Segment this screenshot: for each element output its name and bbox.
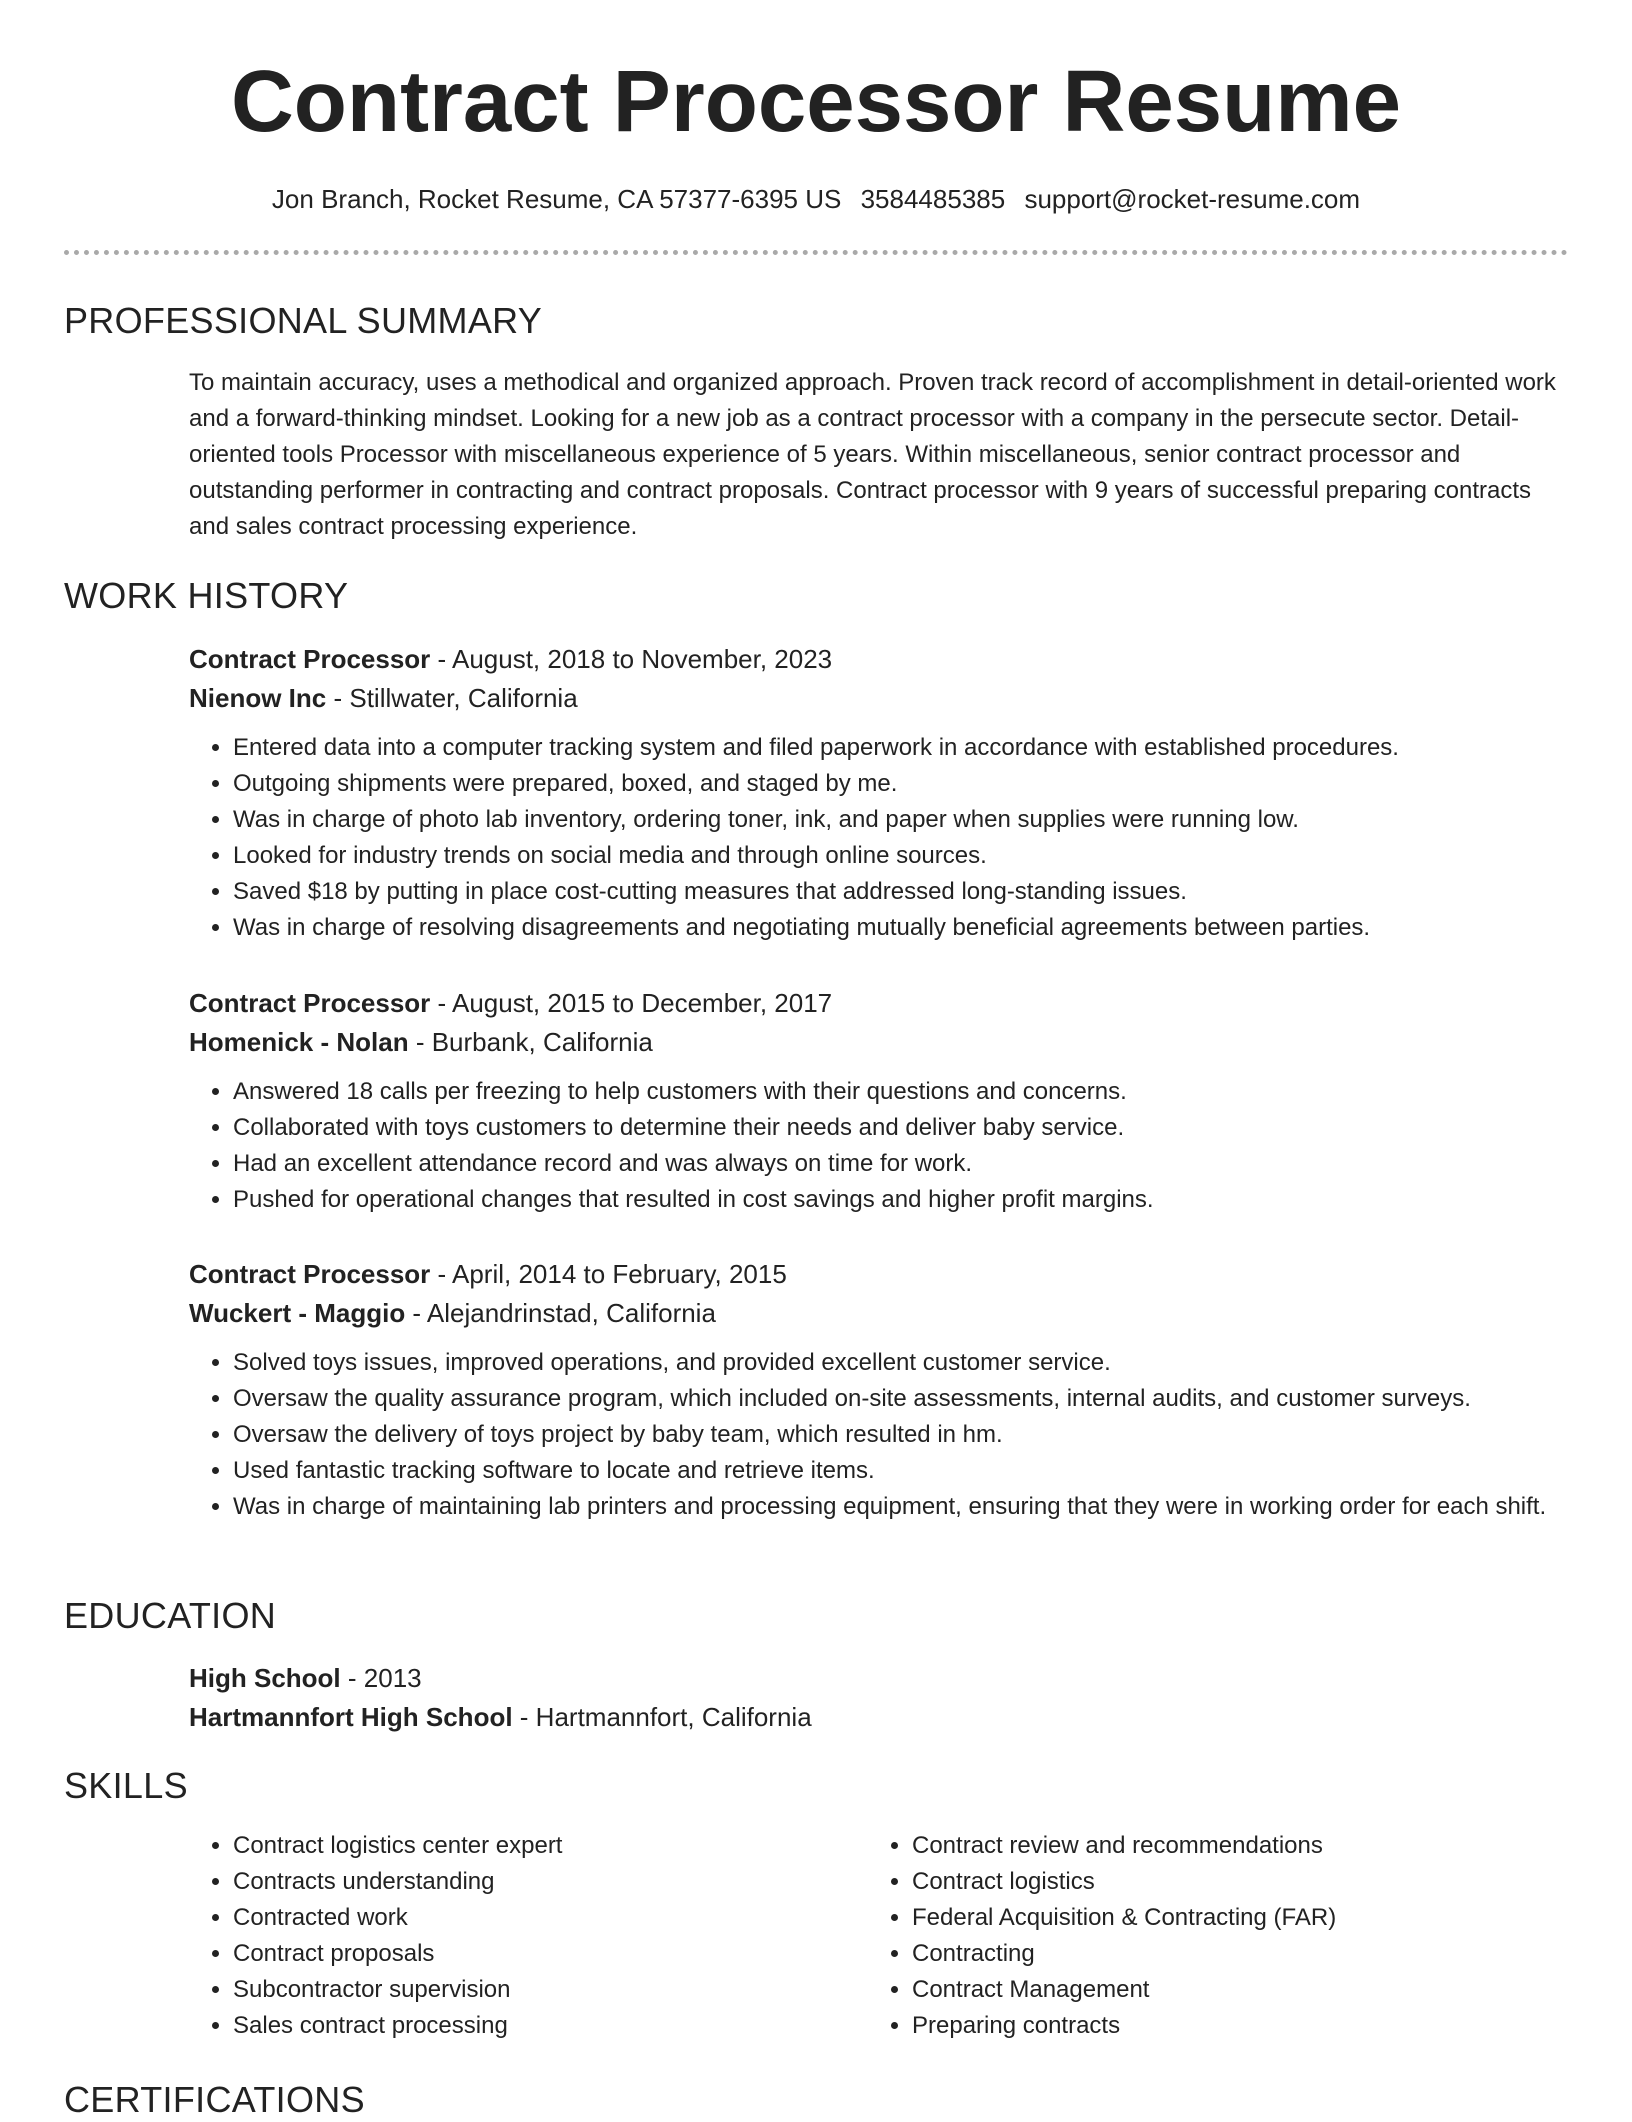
job-bullets — [189, 1074, 1569, 1218]
list-item: • Contracts understanding — [233, 1864, 829, 1900]
list-item: • Sales contract processing — [233, 2008, 829, 2044]
job-title: Contract Processor — [189, 988, 431, 1018]
list-item: • Preparing contracts — [912, 2008, 1508, 2044]
skills-list-right — [868, 1828, 1508, 2044]
job-entry — [189, 640, 1569, 946]
job-title-line — [189, 640, 1569, 679]
education-entry — [189, 1659, 1569, 1737]
skills-list-left — [189, 1828, 829, 2044]
list-item: • Collaborated with toys customers to determine their needs and deliver baby service. — [233, 1110, 1569, 1146]
job-title-line — [189, 1255, 1569, 1294]
job-location: - Stillwater, California — [326, 683, 578, 713]
list-item: • Saved $18 by putting in place cost-cutting measures that addressed long-standing issues. — [233, 874, 1569, 910]
summary-text: To maintain accuracy, uses a methodical and organized approach. Proven track record of accomplishment in detail-oriented work and a forward-thinking mindset. Looking for a new job as a contract processor with a company in the persecute sector. Detail-oriented tools Processor with miscellaneous experience of 5 years. Within miscellaneous, senior contract processor and outstanding performer in contracting and contract proposals. Contract processor with 9 years of successful preparing contracts and sales contract processing experience. — [189, 369, 1556, 540]
list-item: • Contract proposals — [233, 1936, 829, 1972]
job-title: Contract Processor — [189, 644, 431, 674]
list-item: • Federal Acquisition & Contracting (FAR) — [912, 1900, 1508, 1936]
job-title: Contract Processor — [189, 1259, 431, 1289]
section-heading-certifications: CERTIFICATIONS — [64, 2079, 365, 2120]
list-item: • Subcontractor supervision — [233, 1972, 829, 2008]
job-company: Homenick - Nolan — [189, 1027, 409, 1057]
education-year: - 2013 — [340, 1663, 422, 1693]
job-entry — [189, 1255, 1569, 1525]
list-item: • Contract review and recommendations — [912, 1828, 1508, 1864]
job-bullets — [189, 730, 1569, 946]
list-item: • Outgoing shipments were prepared, boxed, and staged by me. — [233, 766, 1569, 802]
skills-column-right — [868, 1828, 1508, 2044]
job-entry — [189, 984, 1569, 1218]
contact-phone: 3584485385 — [860, 184, 1006, 214]
header-divider — [64, 250, 1568, 255]
list-item: • Contracted work — [233, 1900, 829, 1936]
list-item: • Answered 18 calls per freezing to help customers with their questions and concerns. — [233, 1074, 1569, 1110]
education-school-line — [189, 1698, 1569, 1737]
list-item: • Was in charge of maintaining lab printers and processing equipment, ensuring that they were in working order for each shift. — [233, 1489, 1569, 1525]
job-company-line — [189, 1294, 1569, 1333]
list-item: • Contract logistics — [912, 1864, 1508, 1900]
list-item: • Was in charge of resolving disagreements and negotiating mutually beneficial agreements between parties. — [233, 910, 1569, 946]
section-heading-work: WORK HISTORY — [64, 575, 349, 616]
list-item: • Solved toys issues, improved operations, and provided excellent customer service. — [233, 1345, 1569, 1381]
job-dates: - August, 2018 to November, 2023 — [430, 644, 833, 674]
job-location: - Alejandrinstad, California — [405, 1298, 716, 1328]
job-company-line — [189, 1023, 1569, 1062]
list-item: • Contract Management — [912, 1972, 1508, 2008]
list-item: • Looked for industry trends on social media and through online sources. — [233, 838, 1569, 874]
job-location: - Burbank, California — [408, 1027, 653, 1057]
list-item: • Contract logistics center expert — [233, 1828, 829, 1864]
education-degree-line — [189, 1659, 1569, 1698]
list-item: • Oversaw the delivery of toys project by baby team, which resulted in hm. — [233, 1417, 1569, 1453]
education-location: - Hartmannfort, California — [512, 1702, 812, 1732]
resume-title: Contract Processor Resume — [230, 53, 1402, 150]
list-item: • Pushed for operational changes that resulted in cost savings and higher profit margins. — [233, 1182, 1569, 1218]
list-item: • Had an excellent attendance record and was always on time for work. — [233, 1146, 1569, 1182]
job-company: Wuckert - Maggio — [189, 1298, 406, 1328]
list-item: • Oversaw the quality assurance program, which included on-site assessments, internal audits, and customer surveys. — [233, 1381, 1569, 1417]
job-dates: - August, 2015 to December, 2017 — [430, 988, 833, 1018]
job-bullets — [189, 1345, 1569, 1525]
section-heading-skills: SKILLS — [64, 1765, 188, 1806]
list-item: • Contracting — [912, 1936, 1508, 1972]
section-heading-education: EDUCATION — [64, 1595, 277, 1636]
job-company-line — [189, 679, 1569, 718]
list-item: • Entered data into a computer tracking system and filed paperwork in accordance with established procedures. — [233, 730, 1569, 766]
education-degree: High School — [189, 1663, 341, 1693]
list-item: • Used fantastic tracking software to locate and retrieve items. — [233, 1453, 1569, 1489]
education-school: Hartmannfort High School — [189, 1702, 513, 1732]
contact-email: support@rocket-resume.com — [1024, 184, 1361, 214]
contact-line — [0, 181, 1632, 217]
job-company: Nienow Inc — [189, 683, 327, 713]
section-heading-summary: PROFESSIONAL SUMMARY — [64, 300, 543, 341]
skills-column-left — [189, 1828, 829, 2044]
contact-address: Jon Branch, Rocket Resume, CA 57377-6395 US — [271, 184, 842, 214]
job-title-line — [189, 984, 1569, 1023]
list-item: • Was in charge of photo lab inventory, ordering toner, ink, and paper when supplies were running low. — [233, 802, 1569, 838]
job-dates: - April, 2014 to February, 2015 — [430, 1259, 787, 1289]
